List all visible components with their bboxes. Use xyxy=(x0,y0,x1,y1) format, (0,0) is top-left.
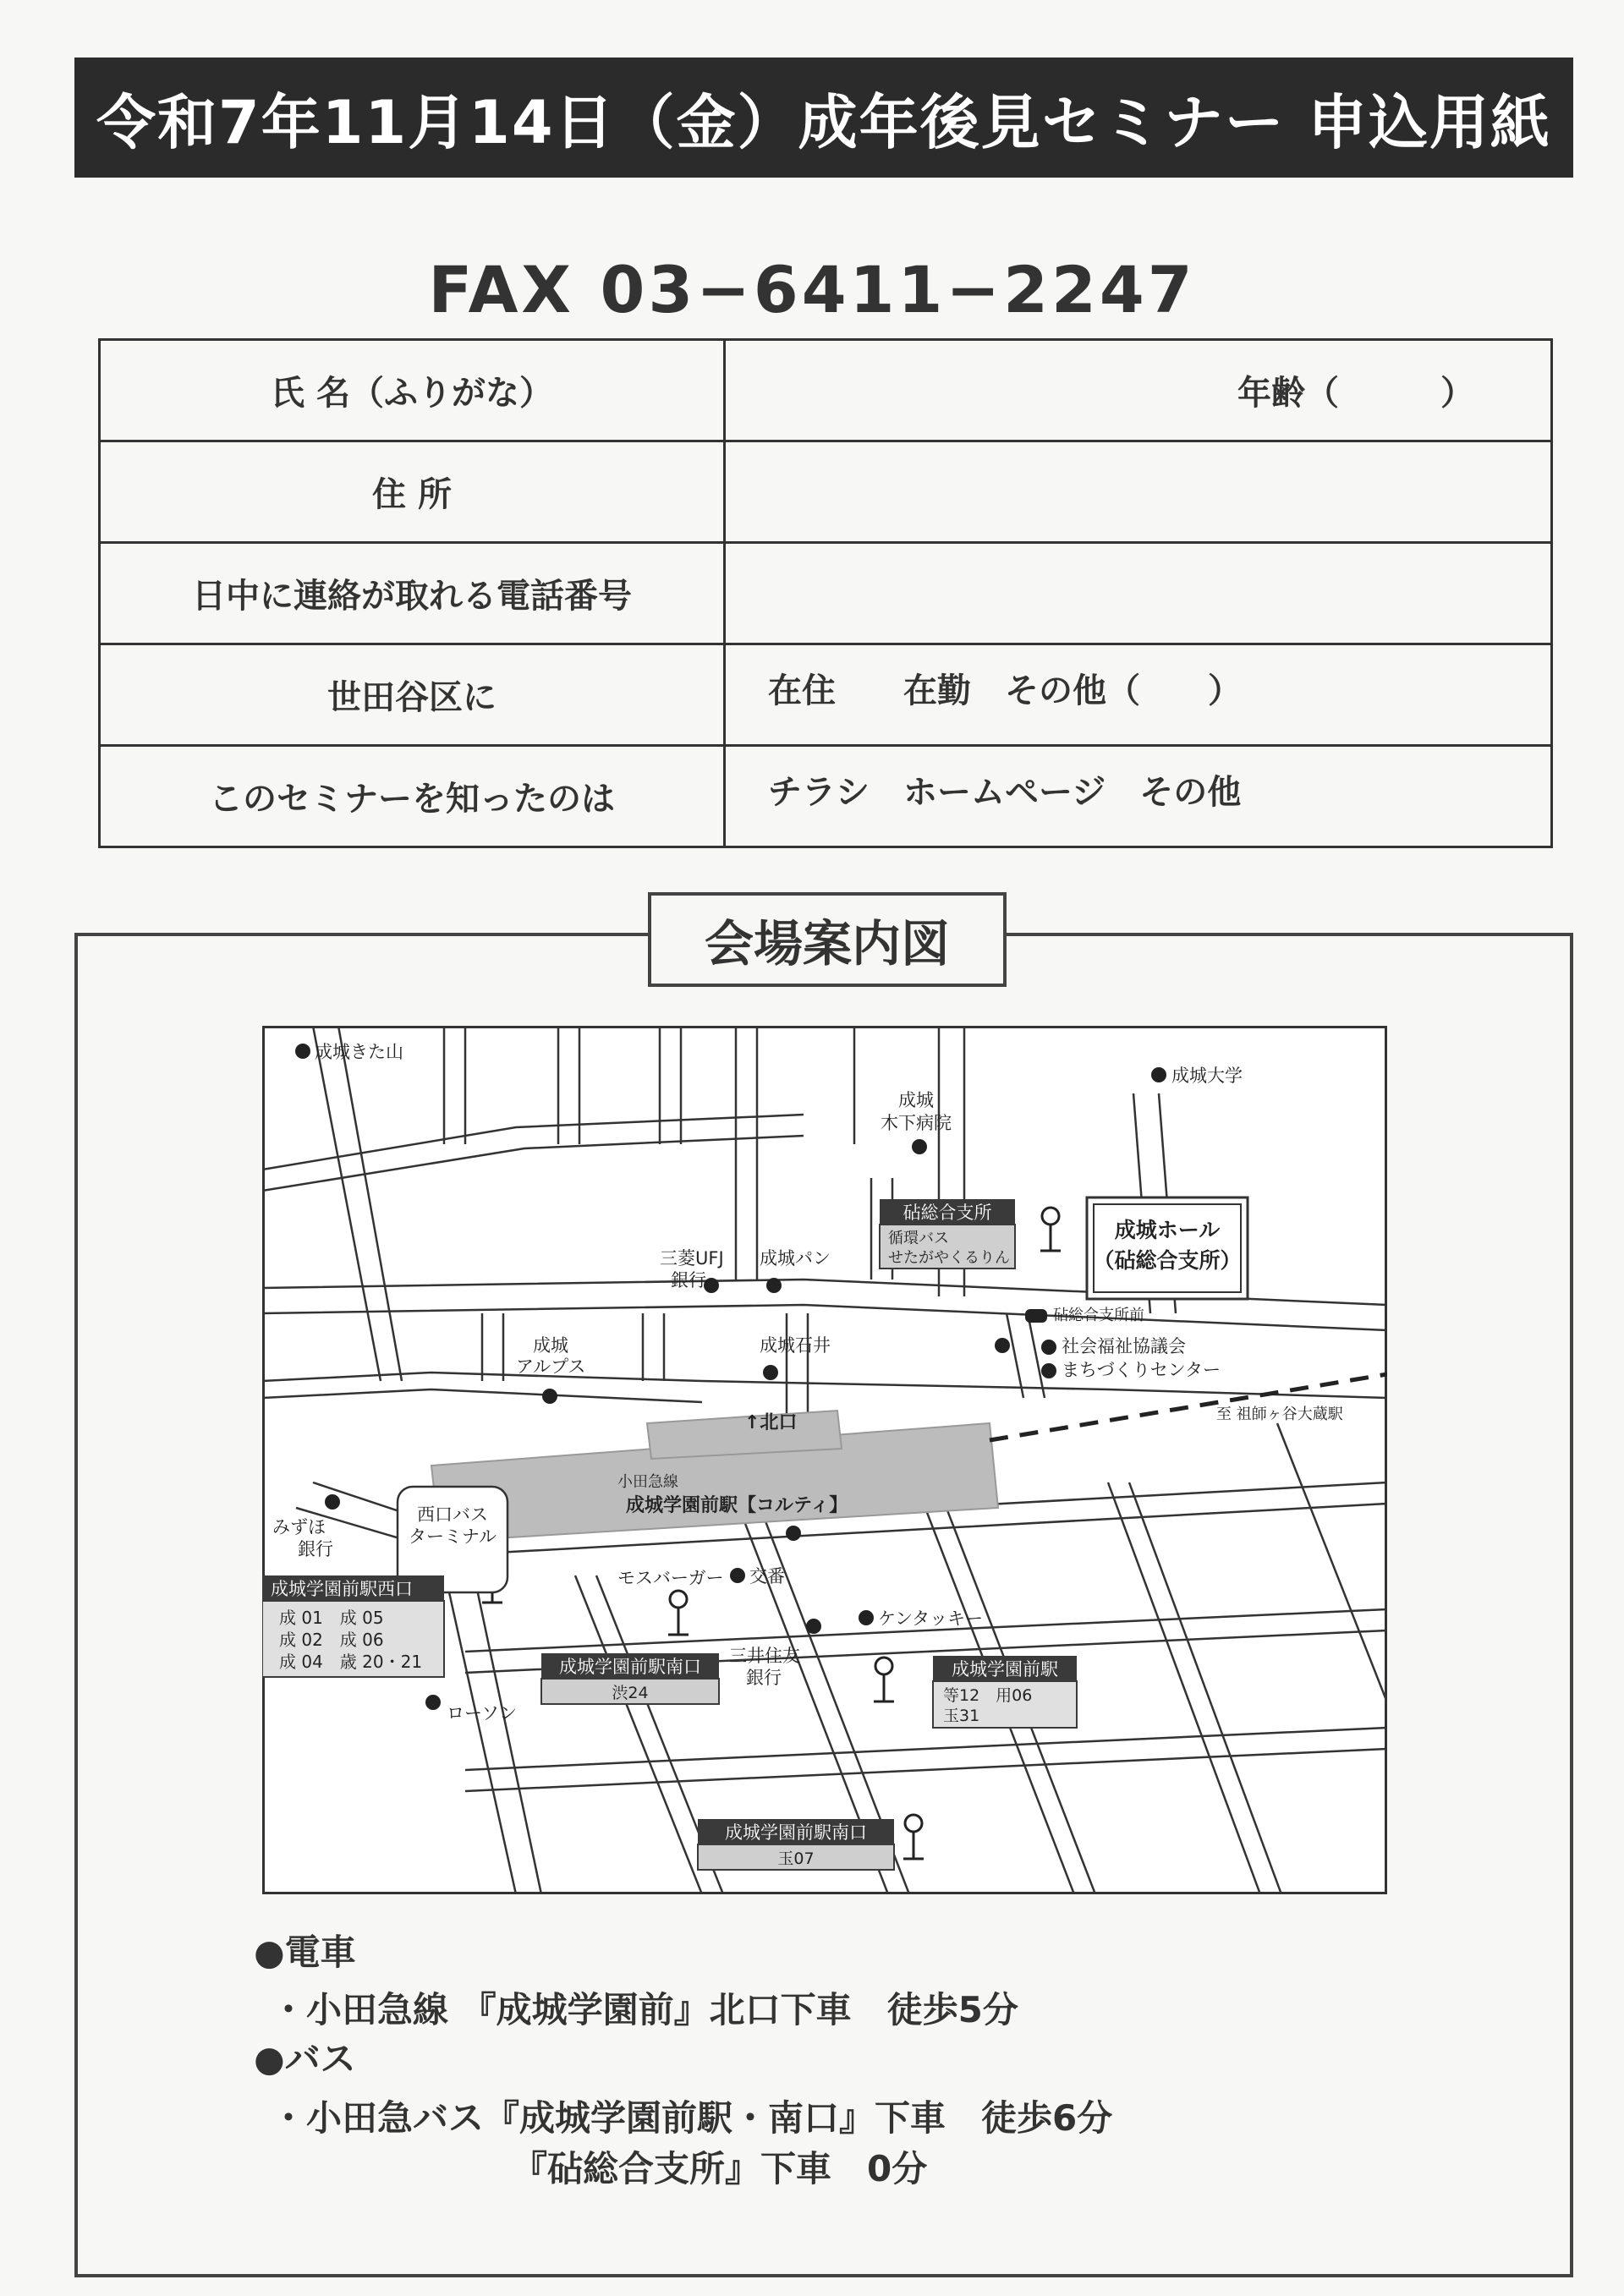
map-label-south-routes-2: 玉07 xyxy=(777,1849,815,1868)
map-label-welfare: 社会福祉協議会 xyxy=(1062,1336,1186,1356)
map-title: 会場案内図 xyxy=(648,892,1007,987)
map-label-west-stop: 成城学園前駅西口 xyxy=(271,1579,413,1599)
address-label: 住 所 xyxy=(100,441,725,543)
fax-number: FAX 03−6411−2247 xyxy=(428,252,1196,327)
map-label-smbc-1: 三井住友 xyxy=(729,1646,800,1666)
map-label-south-stop-1: 成城学園前駅南口 xyxy=(559,1657,701,1677)
map-label-koban: 交番 xyxy=(749,1566,785,1586)
address-field[interactable] xyxy=(725,441,1552,543)
map-label-seijo-kitayama: 成城きた山 xyxy=(315,1042,403,1062)
map-label-main-routes-1: 等12 用06 xyxy=(943,1686,1033,1705)
form-row-source xyxy=(100,746,1552,847)
map-label-branch-box-3: せたがやくるりん xyxy=(888,1249,1010,1267)
map-label-main-routes-2: 玉31 xyxy=(943,1707,980,1725)
form-row-name xyxy=(100,340,1552,441)
age-label: 年齢（ ） xyxy=(1237,374,1474,413)
map-label-odakyu: 小田急線 xyxy=(617,1473,678,1491)
map-label-branch-box-2: 循環バス xyxy=(888,1230,949,1247)
map-label-main-stop: 成城学園前駅 xyxy=(952,1659,1058,1680)
source-label: このセミナーを知ったのは xyxy=(100,746,725,847)
map-label-north-exit: ↑北口 xyxy=(744,1412,798,1433)
map-label-mufg-1: 三菱UFJ xyxy=(660,1248,724,1269)
map-label-hall-1: 成城ホール xyxy=(1114,1218,1221,1242)
map-label-machizukuri: まちづくりセンター xyxy=(1062,1360,1221,1380)
map-label-hall-2: （砧総合支所） xyxy=(1093,1248,1242,1273)
map-label-south-routes-1: 渋24 xyxy=(612,1684,649,1702)
name-label: 氏 名（ふりがな） xyxy=(100,340,725,441)
map-label-terminal-1: 西口バス xyxy=(417,1504,488,1525)
source-options-text: チラシ ホームページ その他 xyxy=(768,773,1242,812)
map-label-south-stop-2: 成城学園前駅南口 xyxy=(725,1822,867,1843)
bus-directions-1: ・小田急バス『成城学園前駅・南口』下車 徒歩6分 xyxy=(271,2097,1113,2139)
map-label-soshigaya: 至 祖師ヶ谷大蔵駅 xyxy=(1216,1406,1343,1423)
map-label-kinuta-bus-stop: 砧総合支所前 xyxy=(1053,1307,1144,1324)
train-directions: ・小田急線 『成城学園前』北口下車 徒歩5分 xyxy=(271,1989,1018,2030)
residence-options[interactable] xyxy=(725,644,1552,746)
map-label-station: 成城学園前駅【コルティ】 xyxy=(626,1495,848,1516)
map-label-mizuho-2: 銀行 xyxy=(298,1539,333,1559)
map-label-seijo-ishii: 成城石井 xyxy=(760,1335,831,1356)
bus-directions-2: 『砧総合支所』下車 0分 xyxy=(512,2148,928,2189)
form-title: 令和7年11月14日（金）成年後見セミナー 申込用紙 xyxy=(74,58,1573,178)
map-label-west-routes-1: 成 01 成 05 xyxy=(279,1608,384,1628)
map-label-lawson: ローソン xyxy=(447,1703,518,1723)
map-label-seijo-pan: 成城パン xyxy=(760,1248,831,1269)
train-heading: ●電車 xyxy=(254,1932,356,1973)
map-label-alps-1: 成城 xyxy=(533,1335,568,1356)
source-options[interactable] xyxy=(725,746,1552,847)
residence-label: 世田谷区に xyxy=(100,644,725,746)
map-label-mos: モスバーガー xyxy=(617,1568,724,1588)
application-form xyxy=(98,338,1553,848)
form-row-address xyxy=(100,441,1552,543)
map-label-mizuho-1: みずほ xyxy=(272,1517,326,1537)
bus-heading: ●バス xyxy=(254,2038,356,2080)
map-label-seijo-university: 成城大学 xyxy=(1171,1066,1243,1086)
map-label-smbc-2: 銀行 xyxy=(746,1668,782,1688)
phone-label: 日中に連絡が取れる電話番号 xyxy=(100,543,725,644)
map-label-alps-2: アルプス xyxy=(516,1356,586,1377)
map-label-west-routes-3: 成 04 歳 20・21 xyxy=(279,1652,423,1672)
name-field[interactable] xyxy=(725,340,1552,441)
residence-options-text: 在住 在勤 その他（ ） xyxy=(768,671,1242,710)
form-row-phone xyxy=(100,543,1552,644)
phone-field[interactable] xyxy=(725,543,1552,644)
map-label-terminal-2: ターミナル xyxy=(409,1526,497,1547)
map-label-branch-box-1: 砧総合支所 xyxy=(903,1203,992,1223)
map-label-mufg-2: 銀行 xyxy=(671,1270,706,1290)
map-label-kfc: ケンタッキー xyxy=(878,1608,984,1629)
map-label-kinoshita-2: 木下病院 xyxy=(881,1113,952,1133)
map-label-west-routes-2: 成 02 成 06 xyxy=(279,1630,384,1650)
map-label-kinoshita-1: 成城 xyxy=(898,1090,934,1110)
form-row-residence xyxy=(100,644,1552,746)
venue-map xyxy=(262,1026,1387,1894)
